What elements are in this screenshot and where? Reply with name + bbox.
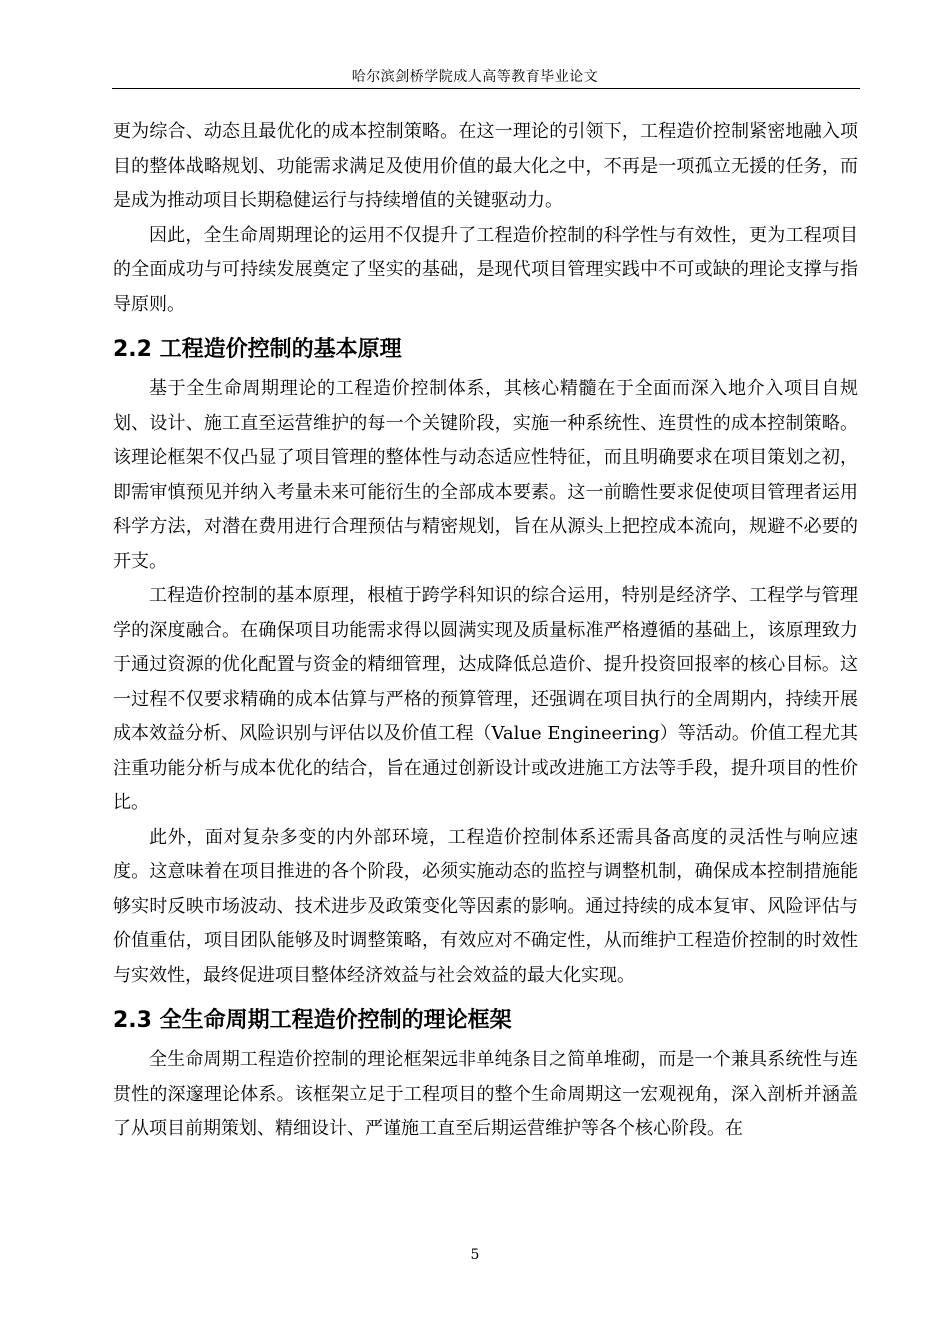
page-body [113, 115, 858, 1147]
header-divider [112, 88, 860, 89]
paragraph-5: 此外，面对复杂多变的内外部环境，工程造价控制体系还需具备高度的灵活性与响应速度。这意味着在项目推进的各个阶段，必须实施动态的监控与调整机制，确保成本控制措施能够实时反映市场波动、技术进步及政策变化等因素的影响。通过持续的成本复审、风险评估与价值重估，项目团队能够及时调整策略，有效应对不确定性，从而维护工程造价控制的时效性与实效性，最终促进项目整体经济效益与社会效益的最大化实现。 [113, 826, 858, 986]
page-number: 5 [470, 1247, 480, 1263]
section-heading-2-2: 2.2 工程造价控制的基本原理 [113, 337, 402, 362]
paragraph-2: 因此，全生命周期理论的运用不仅提升了工程造价控制的科学性与有效性，更为工程项目的全面成功与可持续发展奠定了坚实的基础，是现代项目管理实践中不可或缺的理论支撑与指导原则。 [113, 224, 858, 315]
paragraph-4: 工程造价控制的基本原理，根植于跨学科知识的综合运用，特别是经济学、工程学与管理学的深度融合。在确保项目功能需求得以圆满实现及质量标准严格遵循的基础上，该原理致力于通过资源的优化配置与资金的精细管理，达成降低总造价、提升投资回报率的核心目标。这一过程不仅要求精确的成本估算与严格的预算管理，还强调在项目执行的全周期内，持续开展成本效益分析、风险识别与评估以及价值工程（Value Engineering）等活动。价值工程尤其注重功能分析与成本优化的结合，旨在通过创新设计或改进施工方法等手段，提升项目的性价比。 [113, 585, 858, 813]
running-header: 哈尔滨剑桥学院成人高等教育毕业论文 [351, 69, 599, 85]
paragraph-1: 更为综合、动态且最优化的成本控制策略。在这一理论的引领下，工程造价控制紧密地融入项目的整体战略规划、功能需求满足及使用价值的最大化之中，不再是一项孤立无援的任务，而是成为推动项目长期稳健运行与持续增值的关键驱动力。 [113, 121, 858, 211]
paragraph-3: 基于全生命周期理论的工程造价控制体系，其核心精髓在于全面而深入地介入项目自规划、设计、施工直至运营维护的每一个关键阶段，实施一种系统性、连贯性的成本控制策略。该理论框架不仅凸显了项目管理的整体性与动态适应性特征，而且明确要求在项目策划之初，即需审慎预见并纳入考量未来可能衍生的全部成本要素。这一前瞻性要求促使项目管理者运用科学方法，对潜在费用进行合理预估与精密规划，旨在从源头上把控成本流向，规避不必要的开支。 [113, 378, 858, 572]
paragraph-6: 全生命周期工程造价控制的理论框架远非单纯条目之简单堆砌，而是一个兼具系统性与连贯性的深邃理论体系。该框架立足于工程项目的整个生命周期这一宏观视角，深入剖析并涵盖了从项目前期策划、精细设计、严谨施工直至后期运营维护等各个核心阶段。在 [113, 1049, 858, 1139]
section-heading-2-3: 2.3 全生命周期工程造价控制的理论框架 [113, 1008, 512, 1033]
